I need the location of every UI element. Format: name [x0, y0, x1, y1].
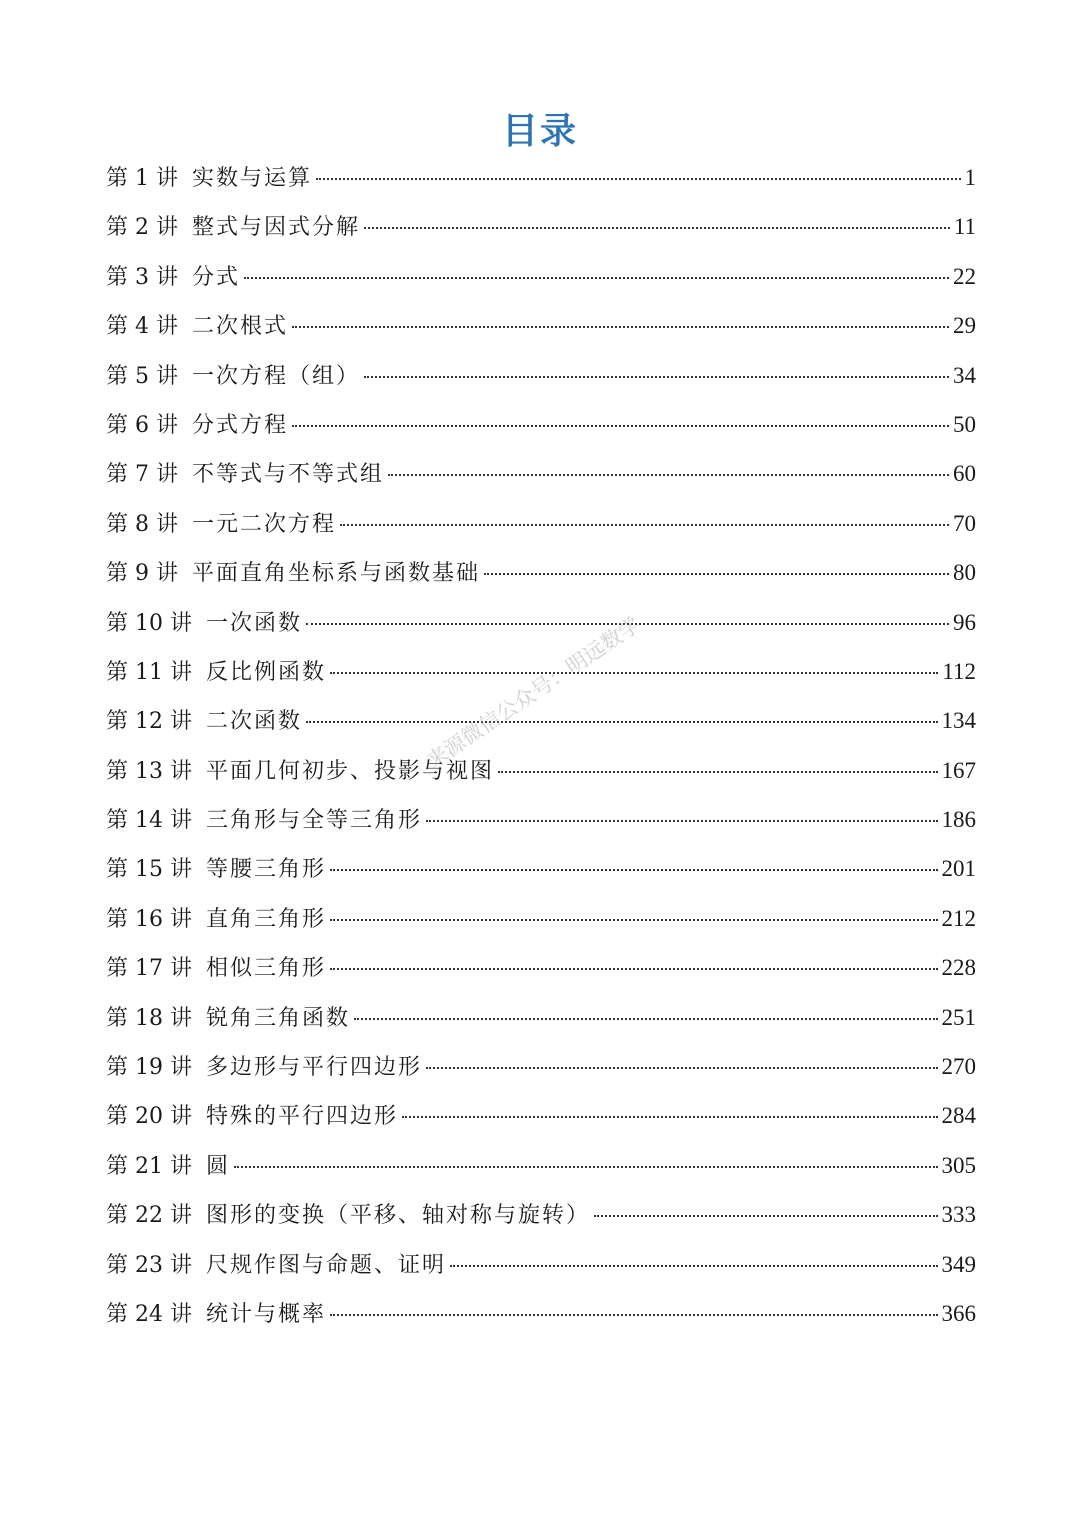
toc-chapter-title: 锐角三角函数 [205, 1005, 350, 1031]
toc-dot-leader [330, 869, 938, 871]
toc-chapter-title: 相似三角形 [205, 956, 326, 982]
toc-dot-leader [330, 919, 938, 921]
toc-entry[interactable] [106, 252, 976, 301]
toc-chapter-title: 整式与因式分解 [191, 215, 360, 241]
toc-entry[interactable] [106, 894, 976, 943]
toc-entry[interactable] [106, 1042, 976, 1091]
toc-chapter-number: 第 16 讲 [106, 906, 192, 932]
toc-dot-leader [484, 573, 949, 575]
toc-page-number: 201 [941, 856, 976, 882]
toc-page-number: 11 [953, 214, 976, 240]
toc-entry[interactable] [106, 1240, 976, 1289]
toc-chapter-number: 第 21 讲 [106, 1153, 192, 1179]
toc-page-number: 228 [941, 955, 976, 981]
toc-chapter-title: 统计与概率 [205, 1301, 326, 1327]
toc-chapter-number: 第 14 讲 [106, 808, 192, 834]
toc-entry[interactable] [106, 202, 976, 251]
toc-chapter-title: 等腰三角形 [205, 857, 326, 883]
toc-chapter-title: 三角形与全等三角形 [205, 808, 422, 834]
toc-entry[interactable] [106, 1289, 976, 1338]
toc-dot-leader [426, 1067, 938, 1069]
toc-chapter-number: 第 22 讲 [106, 1203, 192, 1229]
toc-entry[interactable] [106, 647, 976, 696]
toc-chapter-title: 一次函数 [205, 610, 302, 636]
toc-chapter-number: 第 9 讲 [106, 561, 178, 587]
toc-entry[interactable] [106, 301, 976, 350]
toc-chapter-title: 尺规作图与命题、证明 [205, 1252, 446, 1278]
toc-chapter-number: 第 20 讲 [106, 1104, 192, 1130]
toc-page-number: 333 [941, 1202, 976, 1228]
toc-page-number: 167 [941, 757, 976, 783]
toc-page-number: 29 [953, 313, 976, 339]
toc-page-number: 96 [953, 609, 976, 635]
toc-entry[interactable] [106, 795, 976, 844]
watermark-text: 来源微信公众号：明远数学 [422, 612, 645, 774]
toc-page-number: 366 [941, 1300, 976, 1326]
toc-entry[interactable] [106, 696, 976, 745]
toc-page-number: 212 [941, 905, 976, 931]
toc-entry[interactable] [106, 153, 976, 202]
toc-page-number: 251 [941, 1004, 976, 1030]
toc-chapter-number: 第 8 讲 [106, 511, 178, 537]
toc-dot-leader [498, 771, 938, 773]
toc-entry[interactable] [106, 844, 976, 893]
toc-chapter-title: 二次函数 [205, 709, 302, 735]
toc-page-number: 305 [941, 1152, 976, 1178]
toc-chapter-title: 图形的变换（平移、轴对称与旋转） [205, 1203, 590, 1229]
toc-chapter-number: 第 13 讲 [106, 758, 192, 784]
toc-chapter-number: 第 7 讲 [106, 462, 178, 488]
page-title: 目录 [501, 111, 578, 152]
toc-chapter-number: 第 23 讲 [106, 1252, 192, 1278]
toc-dot-leader [330, 1314, 938, 1316]
toc-chapter-number: 第 15 讲 [106, 857, 192, 883]
toc-chapter-title: 实数与运算 [191, 166, 312, 191]
toc-dot-leader [354, 1018, 938, 1020]
toc-dot-leader [330, 672, 938, 674]
toc-chapter-number: 第 24 讲 [106, 1301, 192, 1327]
toc-dot-leader [340, 524, 949, 526]
toc-page-number: 349 [941, 1251, 976, 1277]
toc-chapter-title: 平面几何初步、投影与视图 [205, 758, 494, 784]
toc-dot-leader [244, 277, 949, 279]
toc-page-number: 60 [953, 461, 976, 487]
toc-dot-leader [402, 1116, 938, 1118]
toc-entry[interactable] [106, 993, 976, 1042]
toc-chapter-title: 平面直角坐标系与函数基础 [191, 561, 480, 587]
table-of-contents [106, 153, 976, 1338]
toc-page-number: 22 [953, 263, 976, 289]
toc-dot-leader [364, 227, 950, 229]
toc-chapter-title: 分式 [191, 264, 240, 290]
toc-chapter-number: 第 18 讲 [106, 1005, 192, 1031]
toc-dot-leader [306, 623, 949, 625]
toc-dot-leader [450, 1265, 938, 1267]
toc-dot-leader [292, 425, 949, 427]
toc-page-number: 1 [964, 165, 976, 190]
toc-chapter-title: 直角三角形 [205, 906, 326, 932]
toc-chapter-title: 不等式与不等式组 [191, 462, 384, 488]
toc-dot-leader [330, 968, 938, 970]
toc-entry[interactable] [106, 1091, 976, 1140]
toc-chapter-number: 第 19 讲 [106, 1055, 192, 1081]
toc-page-number: 70 [953, 510, 976, 536]
toc-chapter-title: 一元二次方程 [191, 511, 336, 537]
toc-chapter-number: 第 6 讲 [106, 412, 178, 438]
toc-entry[interactable] [106, 499, 976, 548]
toc-dot-leader [234, 1166, 938, 1168]
toc-chapter-number: 第 10 讲 [106, 610, 192, 636]
toc-dot-leader [316, 178, 961, 180]
toc-dot-leader [364, 376, 949, 378]
toc-dot-leader [426, 820, 938, 822]
toc-entry[interactable] [106, 548, 976, 597]
toc-entry[interactable] [106, 1141, 976, 1190]
toc-chapter-title: 反比例函数 [205, 659, 326, 685]
toc-page-number: 186 [941, 807, 976, 833]
toc-entry[interactable] [106, 943, 976, 992]
toc-chapter-title: 圆 [205, 1153, 230, 1179]
toc-chapter-title: 特殊的平行四边形 [205, 1104, 398, 1130]
toc-dot-leader [306, 721, 938, 723]
toc-page-number: 284 [941, 1103, 976, 1129]
toc-page-number: 34 [953, 362, 976, 388]
toc-chapter-title: 多边形与平行四边形 [205, 1055, 422, 1081]
toc-chapter-title: 分式方程 [191, 412, 288, 438]
toc-page-number: 50 [953, 411, 976, 437]
toc-chapter-number: 第 2 讲 [106, 215, 178, 241]
toc-chapter-number: 第 1 讲 [106, 166, 178, 191]
toc-entry[interactable] [106, 449, 976, 498]
toc-dot-leader [388, 474, 949, 476]
toc-page-number: 270 [941, 1054, 976, 1080]
toc-entry[interactable] [106, 1190, 976, 1239]
toc-dot-leader [292, 326, 949, 328]
toc-entry[interactable] [106, 746, 976, 795]
toc-chapter-title: 二次根式 [191, 314, 288, 340]
toc-entry[interactable] [106, 400, 976, 449]
toc-chapter-number: 第 5 讲 [106, 363, 178, 389]
toc-chapter-number: 第 17 讲 [106, 956, 192, 982]
toc-page-number: 134 [941, 708, 976, 734]
toc-page-number: 112 [942, 658, 976, 684]
toc-chapter-number: 第 4 讲 [106, 314, 178, 340]
toc-page-number: 80 [953, 560, 976, 586]
toc-entry[interactable] [106, 351, 976, 400]
toc-dot-leader [594, 1215, 938, 1217]
toc-entry[interactable] [106, 598, 976, 647]
toc-chapter-number: 第 3 讲 [106, 264, 178, 290]
toc-chapter-title: 一次方程（组） [191, 363, 360, 389]
toc-chapter-number: 第 12 讲 [106, 709, 192, 735]
toc-chapter-number: 第 11 讲 [106, 659, 192, 685]
